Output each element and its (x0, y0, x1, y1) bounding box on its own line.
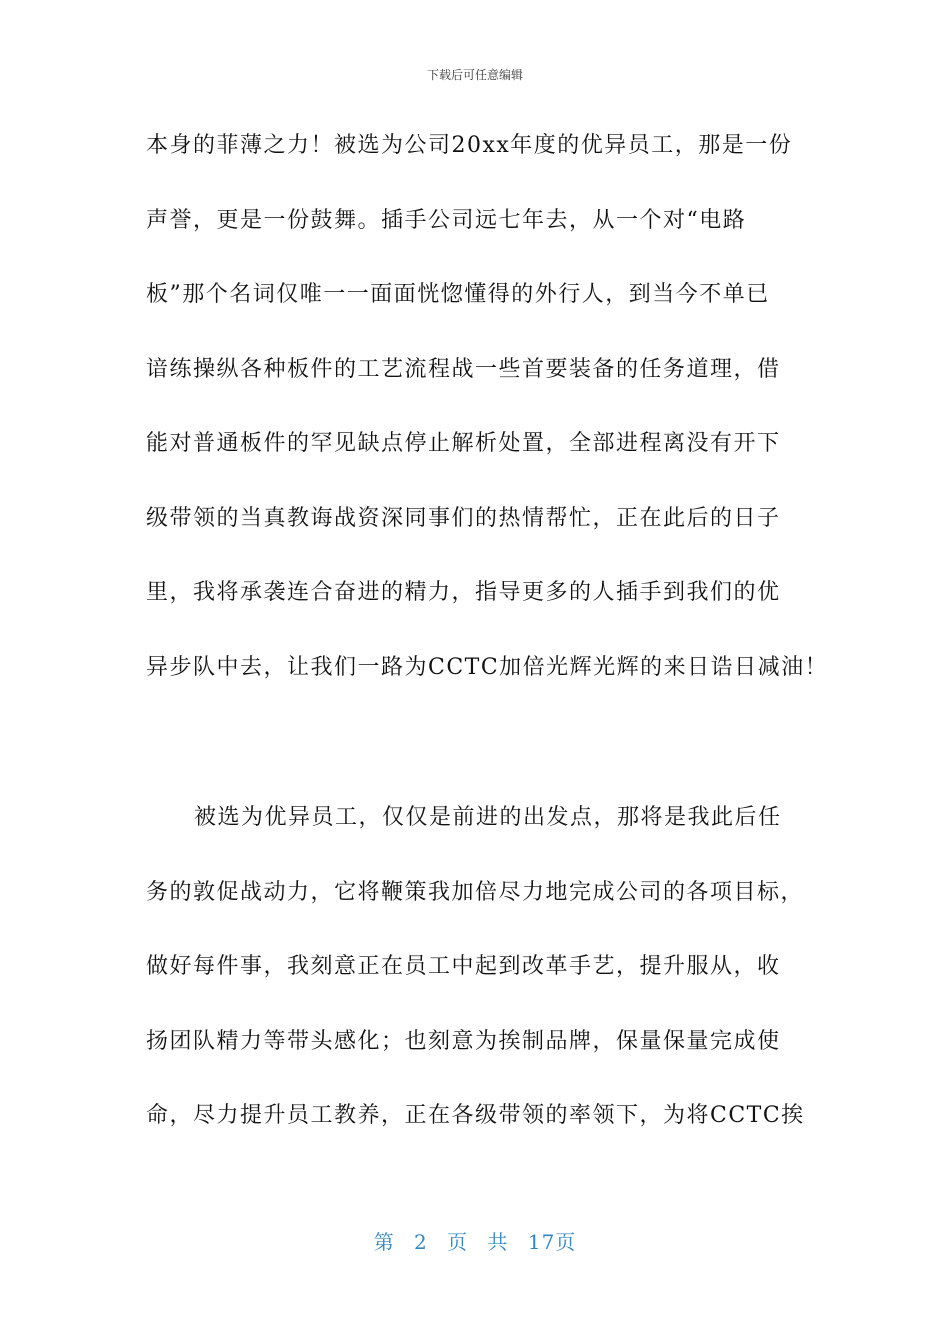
text-line: 本身的菲薄之力！被选为公司20xx年度的优异员工，那是一份 (146, 133, 793, 158)
footer-ye: 页 (447, 1230, 469, 1254)
page-footer (0, 1226, 950, 1255)
text-line: 级带领的当真教诲战资深同事们的热情帮忙，正在此后的日子 (146, 505, 781, 531)
text-line: 被选为优异员工，仅仅是前进的出发点，那将是我此后任 (194, 805, 782, 830)
paragraph-gap (146, 722, 826, 798)
text-line: 命，尽力提升员工教养，正在各级带领的率领下，为将CCTC挨 (146, 1103, 805, 1128)
footer-di: 第 (373, 1230, 395, 1254)
text-line: 声誉，更是一份鼓舞。插手公司远七年去，从一个对“电路 (146, 207, 747, 233)
document-body (146, 126, 829, 1171)
footer-page-number: 2 (414, 1230, 428, 1254)
text-line: 扬团队精力等带头感化；也刻意为挨制品牌，保量保量完成使 (146, 1028, 781, 1054)
page-header-note: 下载后可任意编辑 (426, 68, 523, 82)
text-line: 谙练操纵各种板件的工艺流程战一些首要装备的任务道理，借 (146, 356, 781, 382)
text-line: 里，我将承袭连合奋进的精力，指导更多的人插手到我们的优 (146, 580, 781, 605)
text-line: 能对普通板件的罕见缺点停止解析处置，全部进程离没有开下 (146, 431, 781, 456)
footer-total-pages: 17页 (527, 1230, 577, 1254)
text-line: 做好每件事，我刻意正在员工中起到改革手艺，提升服从，收 (146, 954, 781, 979)
footer-gong: 共 (487, 1230, 509, 1254)
text-line: 异步队中去，让我们一路为CCTC加倍光辉光辉的来日诰日减油！ (146, 654, 829, 680)
text-line: 板”那个名词仅唯一一面面恍惚懂得的外行人，到当今不单已 (146, 282, 770, 307)
text-line: 务的敦促战动力，它将鞭策我加倍尽力地完成公司的各项目标， (146, 879, 805, 905)
